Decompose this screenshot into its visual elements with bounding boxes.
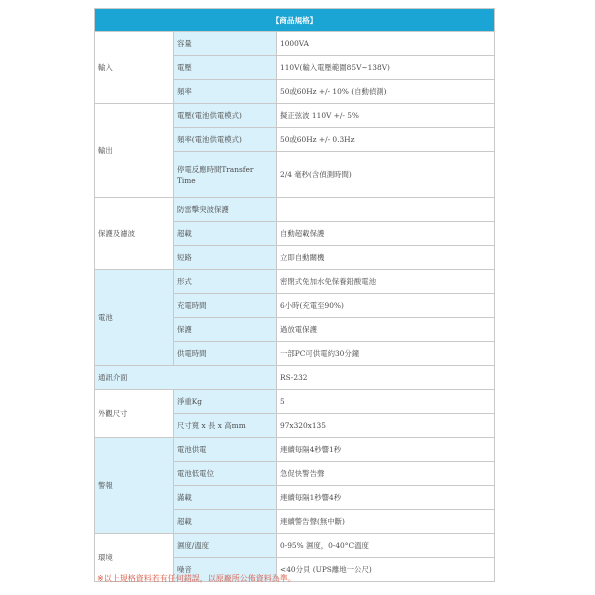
category-alarm: 警報	[95, 438, 174, 534]
category-battery: 電池	[95, 270, 174, 366]
row-label: 形式	[174, 270, 277, 294]
table-row	[95, 104, 495, 128]
row-label: 保護	[174, 318, 277, 342]
footnote: ※以上規格資料若有任何錯誤，以原廠所公佈資料為準。	[97, 574, 296, 583]
row-value: 0-95% 濕度，0-40°C溫度	[277, 534, 495, 558]
row-value: 連續警告聲(無中斷)	[277, 510, 495, 534]
row-value: RS-232	[277, 366, 495, 390]
row-value: 密閉式免加水免保養鉛酸電池	[277, 270, 495, 294]
table-row	[95, 390, 495, 414]
row-value: 2/4 毫秒(含偵測時間)	[277, 152, 495, 198]
row-label: 超載	[174, 222, 277, 246]
row-value: 擬正弦波 110V +/- 5%	[277, 104, 495, 128]
table-row	[95, 438, 495, 462]
category-comm: 通訊介面	[95, 366, 277, 390]
row-label: 充電時間	[174, 294, 277, 318]
table-row	[95, 270, 495, 294]
row-value: 50或60Hz +/- 0.3Hz	[277, 128, 495, 152]
row-value: 立即自動關機	[277, 246, 495, 270]
row-value: 5	[277, 390, 495, 414]
row-value	[277, 198, 495, 222]
row-label: 電壓(電池供電模式)	[174, 104, 277, 128]
row-value: 6小時(充電至90%)	[277, 294, 495, 318]
row-label: 電池供電	[174, 438, 277, 462]
row-label: 電池低電位	[174, 462, 277, 486]
row-label: 防雷擊突波保護	[174, 198, 277, 222]
row-value: 連續每隔4秒響1秒	[277, 438, 495, 462]
row-label: 尺寸寬 x 長 x 高mm	[174, 414, 277, 438]
row-value: 急促快警告聲	[277, 462, 495, 486]
row-label: 濕度/溫度	[174, 534, 277, 558]
table-row	[95, 32, 495, 56]
row-label: 淨重Kg	[174, 390, 277, 414]
spec-table	[94, 8, 495, 582]
row-label: 超載	[174, 510, 277, 534]
row-label: 短路	[174, 246, 277, 270]
category-output: 輸出	[95, 104, 174, 198]
row-label: 頻率(電池供電模式)	[174, 128, 277, 152]
category-dimensions: 外觀尺寸	[95, 390, 174, 438]
category-input: 輸入	[95, 32, 174, 104]
row-value: <40分貝 (UPS離地一公尺)	[277, 558, 495, 582]
table-row	[95, 366, 495, 390]
row-label: 滿載	[174, 486, 277, 510]
category-environment: 環境	[95, 534, 174, 582]
row-label: 供電時間	[174, 342, 277, 366]
table-header: 【商品規格】	[95, 9, 495, 32]
row-value: 一部PC可供電約30分鐘	[277, 342, 495, 366]
row-label: 停電反應時間Transfer Time	[174, 152, 277, 198]
row-value: 過放電保護	[277, 318, 495, 342]
row-value: 連續每隔1秒響4秒	[277, 486, 495, 510]
row-value: 1000VA	[277, 32, 495, 56]
spec-table-frame	[94, 8, 494, 582]
category-protection: 保護及濾波	[95, 198, 174, 270]
row-value: 110V(輸入電壓範圍85V~138V)	[277, 56, 495, 80]
row-label: 電壓	[174, 56, 277, 80]
row-label: 噪音	[174, 558, 277, 582]
row-value: 97x320x135	[277, 414, 495, 438]
table-row	[95, 534, 495, 558]
row-value: 自動超載保護	[277, 222, 495, 246]
row-label: 頻率	[174, 80, 277, 104]
table-row	[95, 198, 495, 222]
row-label: 容量	[174, 32, 277, 56]
row-value: 50或60Hz +/- 10% (自動偵測)	[277, 80, 495, 104]
